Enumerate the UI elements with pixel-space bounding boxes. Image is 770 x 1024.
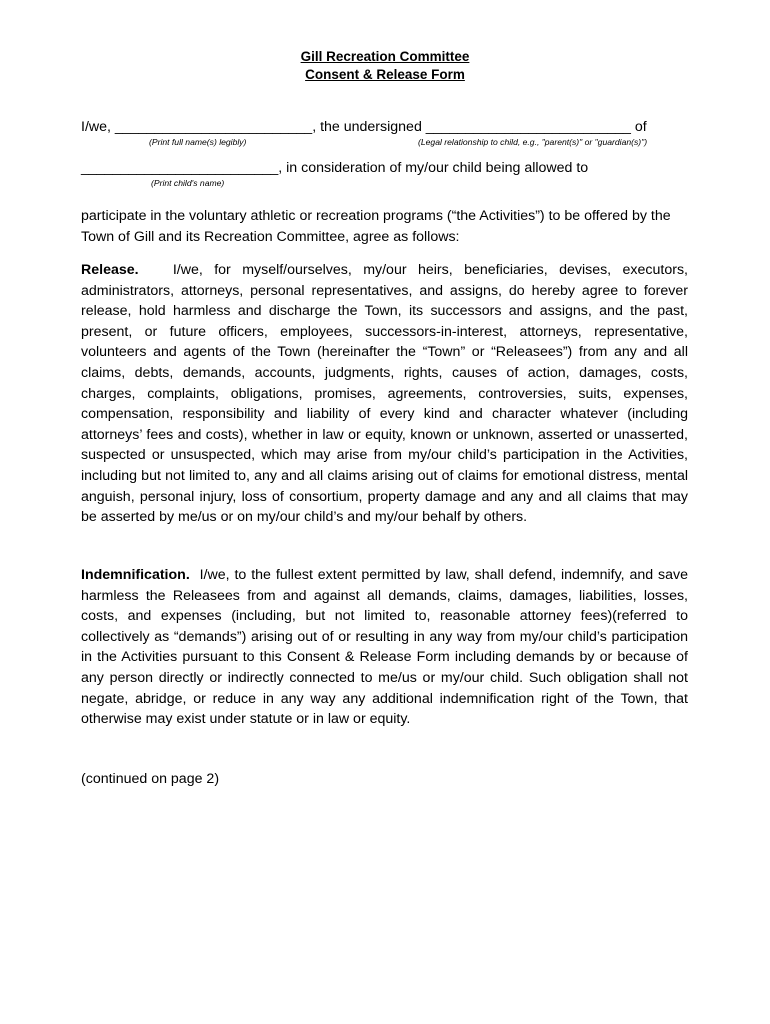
of-label: of [634, 119, 647, 135]
relationship-blank[interactable]: __________________________ [425, 119, 631, 135]
form-title-line1: Gill Recreation Committee [300, 49, 470, 64]
iwe-label: I/we, [81, 119, 111, 135]
indemnification-body: I/we, to the fullest extent permitted by law, shall defend, indemnify, and save harmless the Releasees from and against all demands, claims, damages, liabilities, losses, costs, and expenses (including, but not limited to, reasonable attorney fees)(referred to collectively as “demands”) arising out of or resulting in any way from my/our child’s participation in the Activities pursuant to this Consent & Release Form including demands by or because of any person directly or indirectly connected to me/us or my/our child. Such obligation shall not negate, abridge, or reduce in any way any additional indemnification right of the Town, that otherwise may exist under statute or in law or equity. [81, 567, 688, 728]
release-body: I/we, for myself/ourselves, my/our heirs, beneficiaries, devises, executors, administrators, attorneys, personal representatives, and assigns, do hereby agree to forever release, hold harmless and discharge the Town, its successors and assigns, and the past, present, or future officers, employees, successors-in-interest, attorneys, representative, volunteers and agents of the Town (hereinafter the “Town” or “Releasees”) from any and all claims, debts, demands, accounts, judgments, rights, causes of action, damages, costs, charges, complaints, obligations, promises, agreements, controversies, suits, expenses, compensation, responsibility and liability of every kind and character whatever (including attorneys’ fees and costs), whether in law or equity, known or unknown, asserted or unasserted, suspected or unsuspected, which may arise from my/our child’s participation in the Activities, including but not limited to, any and all claims arising out of claims for emotional distress, mental anguish, personal injury, loss of consortium, property damage and any and all claims that may be asserted by me/us or on my/our child’s and my/our behalf by others. [81, 262, 688, 526]
indemnification-heading: Indemnification. [81, 567, 190, 583]
form-title-line2: Consent & Release Form [305, 67, 465, 82]
child-name-blank[interactable]: _________________________ [81, 160, 279, 176]
undersigned-label: , the undersigned [312, 119, 422, 135]
child-name-hint: (Print child's name) [151, 178, 225, 188]
intro-paragraph: participate in the voluntary athletic or recreation programs (“the Activities”) to be offered by the Town of Gill and its Recreation Committee, agree as follows: [81, 208, 671, 245]
release-paragraph [81, 260, 688, 528]
continued-note: (continued on page 2) [81, 771, 220, 787]
consideration-label: , in consideration of my/our child being allowed to [278, 160, 589, 176]
full-name-hint: (Print full name(s) legibly) [149, 137, 247, 147]
indemnification-paragraph [81, 565, 688, 730]
child-line [81, 159, 588, 177]
release-heading: Release. [81, 262, 139, 278]
undersigned-line [81, 118, 647, 136]
full-name-blank[interactable]: _________________________ [114, 119, 313, 135]
relationship-hint: (Legal relationship to child, e.g., "parent(s)" or "guardian(s)") [418, 137, 648, 147]
